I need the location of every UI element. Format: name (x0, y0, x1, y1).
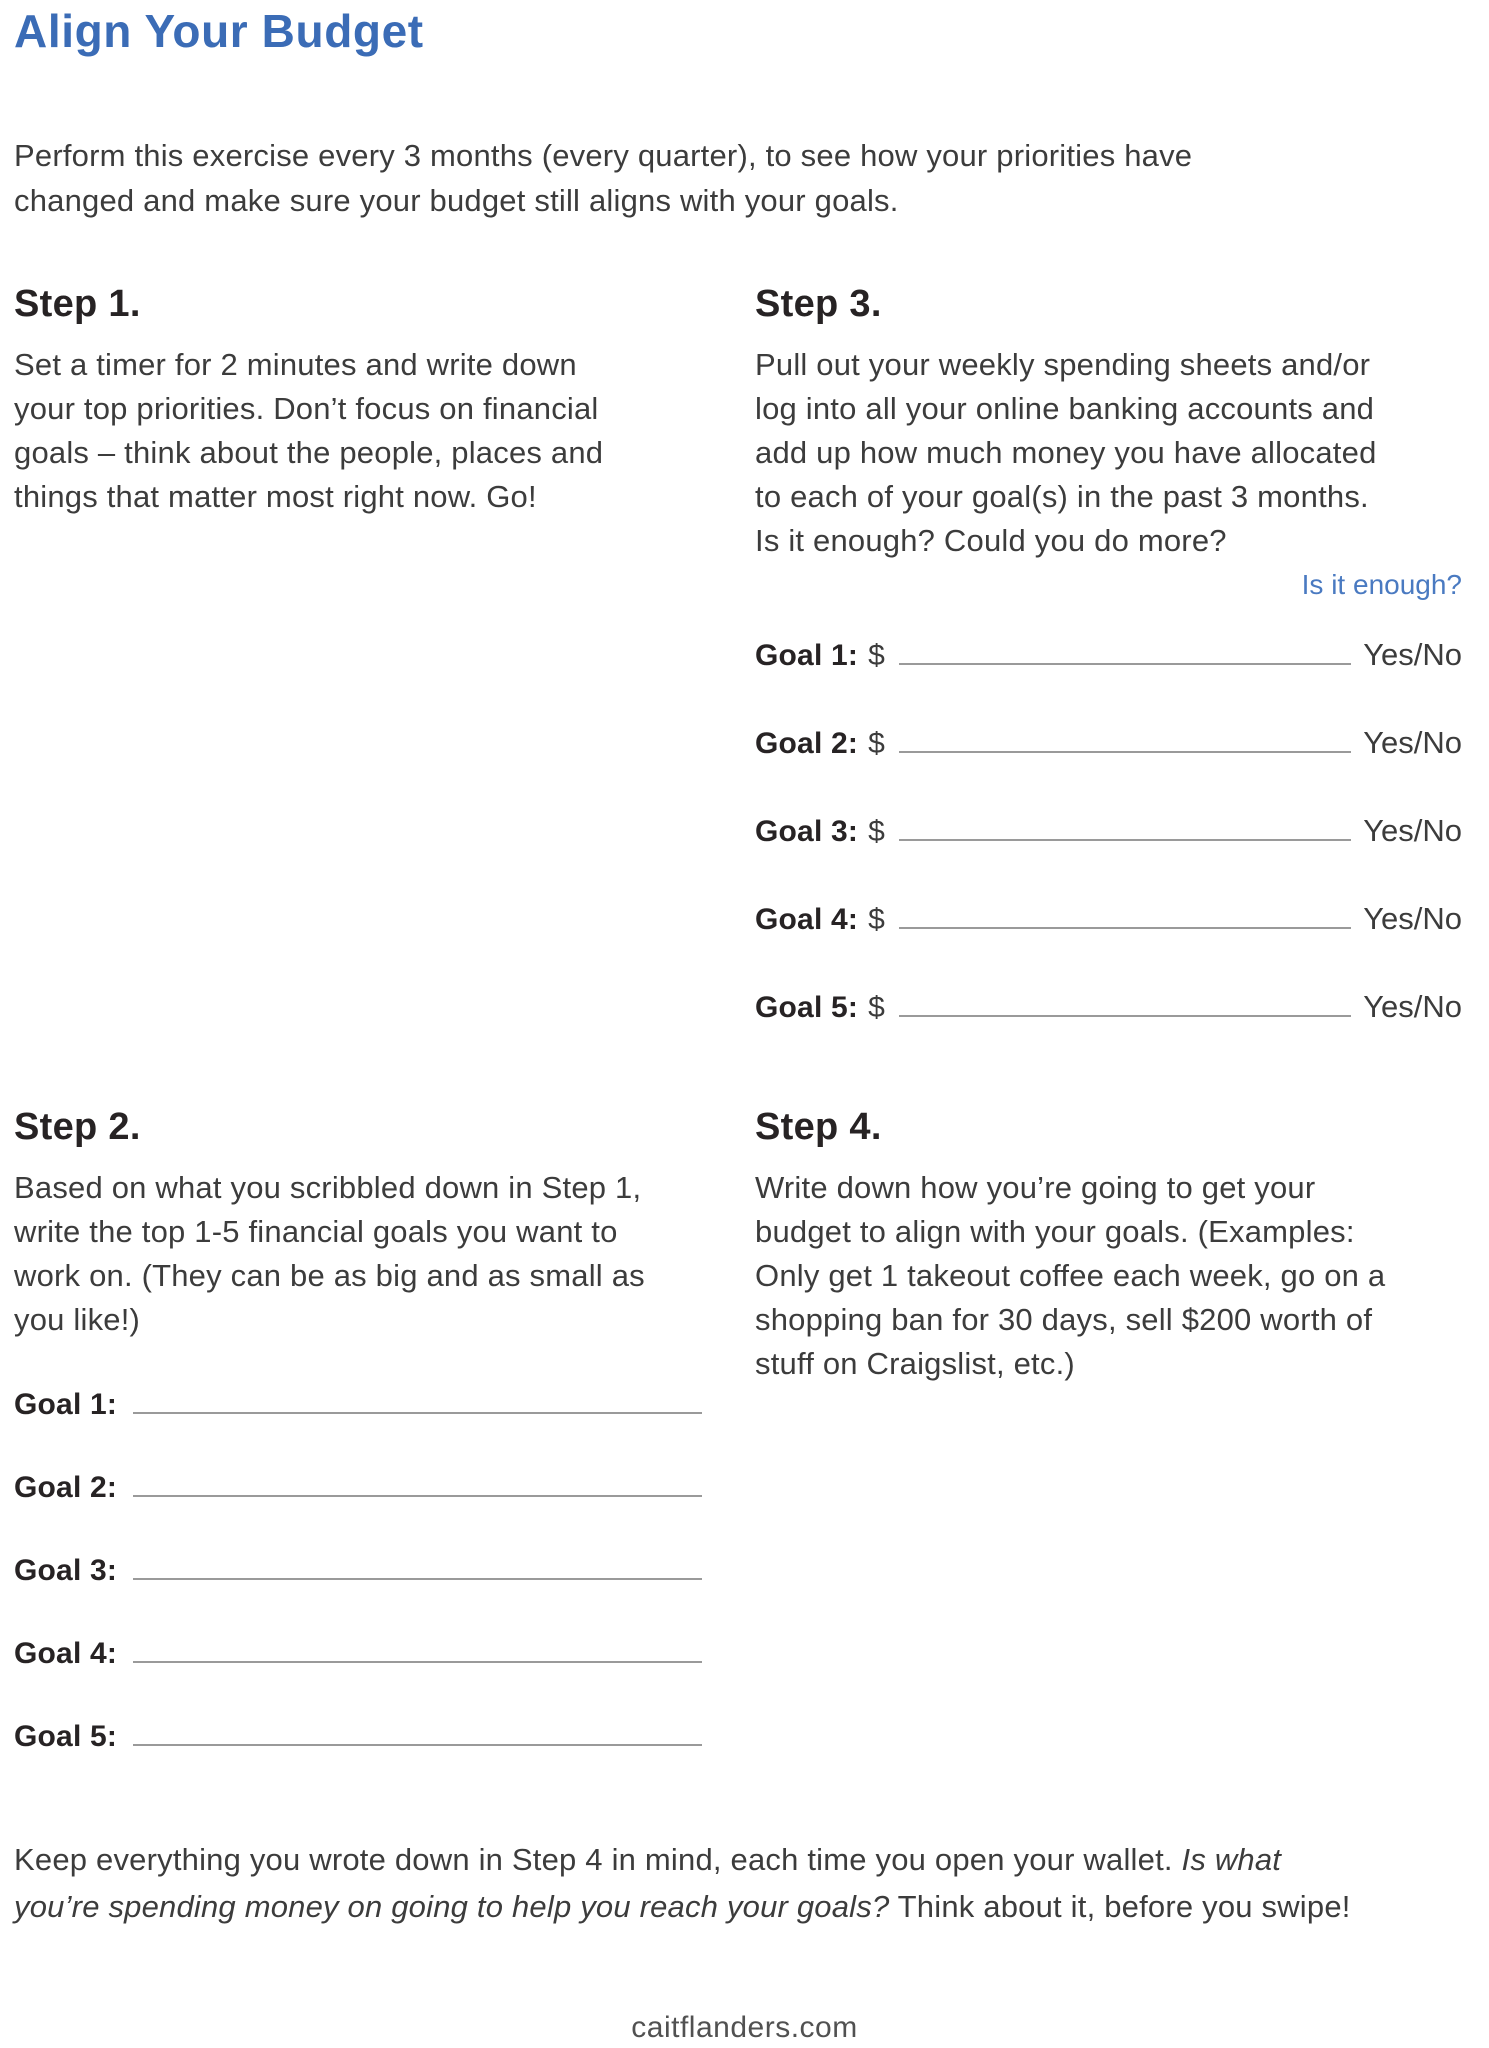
step2-body (14, 1166, 706, 1342)
goal-text-field[interactable] (133, 1495, 702, 1497)
goal-row (755, 627, 1462, 673)
goal-label: Goal 3: (755, 815, 859, 848)
goal-text-field[interactable] (133, 1412, 702, 1414)
yes-no-choice[interactable]: Yes/No (1363, 637, 1462, 672)
goal-row (14, 1627, 706, 1671)
step1-body-line: your top priorities. Don’t focus on financial (14, 391, 599, 426)
yes-no-choice[interactable]: Yes/No (1363, 989, 1462, 1024)
goal-text-field[interactable] (133, 1744, 702, 1746)
goal-amount-field[interactable] (899, 1015, 1351, 1017)
step1-body-line: goals – think about the people, places and (14, 435, 604, 470)
dollar-sign: $ (868, 639, 885, 672)
closing-italic-text: you’re spending money on going to help you reach your goals? (14, 1889, 890, 1924)
step3-body (755, 343, 1462, 563)
intro-line: Perform this exercise every 3 months (every quarter), to see how your priorities have (14, 138, 1193, 173)
closing-paragraph (14, 1836, 1476, 1930)
yes-no-choice[interactable]: Yes/No (1363, 901, 1462, 936)
closing-text: Keep everything you wrote down in Step 4 in mind, each time you open your wallet. (14, 1842, 1182, 1877)
goal-label: Goal 2: (755, 727, 859, 760)
closing-italic-text: Is what (1181, 1842, 1282, 1877)
step3-section (755, 281, 1462, 1025)
step4-body (755, 1166, 1462, 1386)
dollar-sign: $ (868, 991, 885, 1024)
step2-body-line: write the top 1-5 financial goals you want to (14, 1214, 618, 1249)
step3-body-line: to each of your goal(s) in the past 3 months. (755, 479, 1369, 514)
goal-amount-field[interactable] (899, 927, 1351, 929)
intro-paragraph (14, 133, 1469, 223)
step3-body-line: Pull out your weekly spending sheets and/or (755, 347, 1371, 382)
step3-heading: Step 3. (755, 283, 882, 325)
step4-heading: Step 4. (755, 1106, 882, 1148)
goal-amount-field[interactable] (899, 839, 1351, 841)
step4-body-line: shopping ban for 30 days, sell $200 worth of (755, 1302, 1373, 1337)
goal-label: Goal 4: (755, 903, 859, 936)
goal-label: Goal 4: (14, 1637, 118, 1670)
step3-body-line: log into all your online banking accounts and (755, 391, 1375, 426)
dollar-sign: $ (868, 815, 885, 848)
goal-amount-field[interactable] (899, 751, 1351, 753)
goal-label: Goal 5: (755, 991, 859, 1024)
step2-body-line: you like!) (14, 1302, 141, 1337)
intro-line: changed and make sure your budget still aligns with your goals. (14, 183, 899, 218)
goal-row (14, 1378, 706, 1422)
closing-text: Think about it, before you swipe! (889, 1889, 1351, 1924)
goal-label: Goal 1: (14, 1388, 118, 1421)
is-it-enough-label: Is it enough? (1301, 569, 1462, 600)
yes-no-choice[interactable]: Yes/No (1363, 813, 1462, 848)
goal-text-field[interactable] (133, 1578, 702, 1580)
goal-label: Goal 5: (14, 1720, 118, 1753)
step1-body (14, 343, 706, 519)
yes-no-choice[interactable]: Yes/No (1363, 725, 1462, 760)
goal-row (755, 891, 1462, 937)
step4-body-line: Only get 1 takeout coffee each week, go on a (755, 1258, 1386, 1293)
step1-body-line: Set a timer for 2 minutes and write down (14, 347, 577, 382)
goal-row (755, 715, 1462, 761)
step1-heading: Step 1. (14, 283, 141, 325)
goal-label: Goal 3: (14, 1554, 118, 1587)
step1-body-line: things that matter most right now. Go! (14, 479, 537, 514)
step4-section (755, 1104, 1462, 1386)
page-title: Align Your Budget (14, 5, 424, 57)
goal-row (14, 1461, 706, 1505)
goal-text-field[interactable] (133, 1661, 702, 1663)
step2-body-line: Based on what you scribbled down in Step 1, (14, 1170, 642, 1205)
goal-label: Goal 1: (755, 639, 859, 672)
dollar-sign: $ (868, 903, 885, 936)
step3-body-line: add up how much money you have allocated (755, 435, 1377, 470)
goal-row (14, 1544, 706, 1588)
step4-body-line: budget to align with your goals. (Examples: (755, 1214, 1355, 1249)
step2-heading: Step 2. (14, 1106, 141, 1148)
step1-section (14, 281, 706, 519)
step4-body-line: stuff on Craigslist, etc.) (755, 1346, 1075, 1381)
goal-row (755, 979, 1462, 1025)
dollar-sign: $ (868, 727, 885, 760)
step4-body-line: Write down how you’re going to get your (755, 1170, 1316, 1205)
goal-row (755, 803, 1462, 849)
step3-body-line: Is it enough? Could you do more? (755, 523, 1227, 558)
goal-row (14, 1710, 706, 1754)
step2-section (14, 1104, 706, 1754)
step2-body-line: work on. (They can be as big and as small as (14, 1258, 645, 1293)
goal-amount-field[interactable] (899, 663, 1351, 665)
goal-label: Goal 2: (14, 1471, 118, 1504)
website-footer: caitflanders.com (631, 2011, 858, 2044)
